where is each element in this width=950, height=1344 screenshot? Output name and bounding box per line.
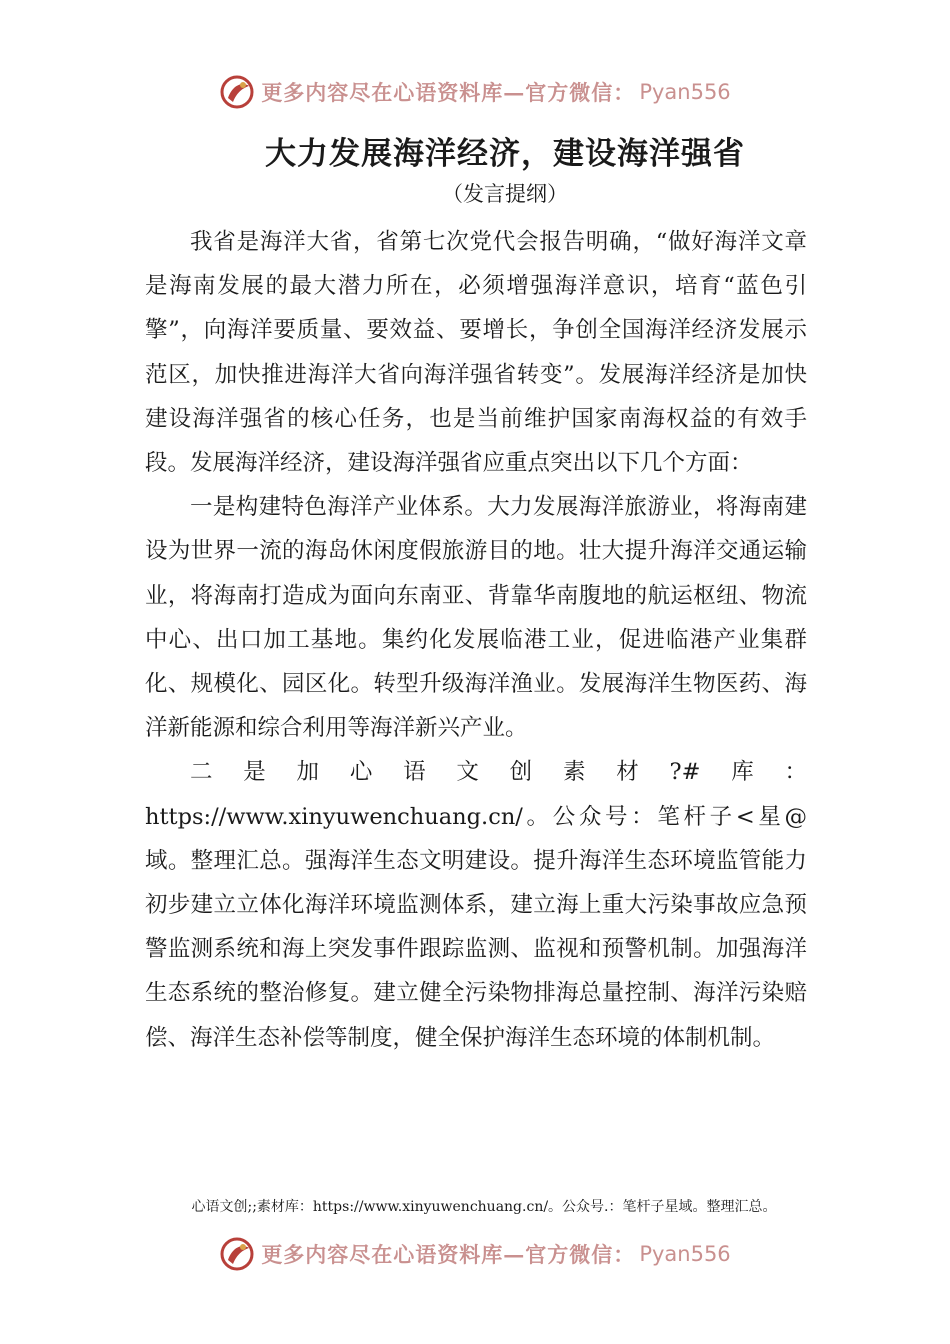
banner-wechat-id: Pyan556 [639,1242,731,1266]
paragraph: 我省是海洋大省，省第七次党代会报告明确，“做好海洋文章是海南发展的最大潜力所在，必须增强海洋意识，培育“蓝色引擎”，向海洋要质量、要效益、要增长，争创全国海洋经济发展示范区，加快推进海洋大省向海洋强省转变”。发展海洋经济是加快建设海洋强省的核心任务，也是当前维护国家南海权益的有效手段。发展海洋经济，建设海洋强省应重点突出以下几个方面： [145,229,807,477]
document-title: 大力发展海洋经济，建设海洋强省 [265,136,745,172]
banner-wechat-id: Pyan556 [639,80,731,104]
brand-logo-icon [219,1236,255,1272]
bottom-banner [0,1232,950,1276]
document-body [145,220,807,1060]
banner-text: 更多内容尽在心语资料库—官方微信： [261,1242,636,1267]
document-subtitle: （发言提纲） [442,182,568,206]
banner-text: 更多内容尽在心语资料库—官方微信： [261,80,636,105]
paragraph: 一是构建特色海洋产业体系。大力发展海洋旅游业，将海南建设为世界一流的海岛休闲度假旅游目的地。壮大提升海洋交通运输业，将海南打造成为面向东南亚、背靠华南腹地的航运枢纽、物流中心、出口加工基地。集约化发展临港工业，促进临港产业集群化、规模化、园区化。转型升级海洋渔业。发展海洋生物医药、海洋新能源和综合利用等海洋新兴产业。 [145,494,807,742]
top-banner [0,70,950,114]
brand-logo-icon [219,74,255,110]
paragraph: 二是加心语文创素材?#库：https://www.xinyuwenchuang.cn/。公众号：笔杆子<星@域。整理汇总。强海洋生态文明建设。提升海洋生态环境监管能力初步建立立体化海洋环境监测体系，建立海上重大污染事故应急预警监测系统和海上突发事件跟踪监测、监视和预警机制。加强海洋生态系统的整治修复。建立健全污染物排海总量控制、海洋污染赔偿、海洋生态补偿等制度，健全保护海洋生态环境的体制机制。 [145,759,807,1051]
footer-note: 心语文创;;素材库：https://www.xinyuwenchuang.cn/。公众号.：笔杆子星域。整理汇总。 [191,1199,777,1215]
